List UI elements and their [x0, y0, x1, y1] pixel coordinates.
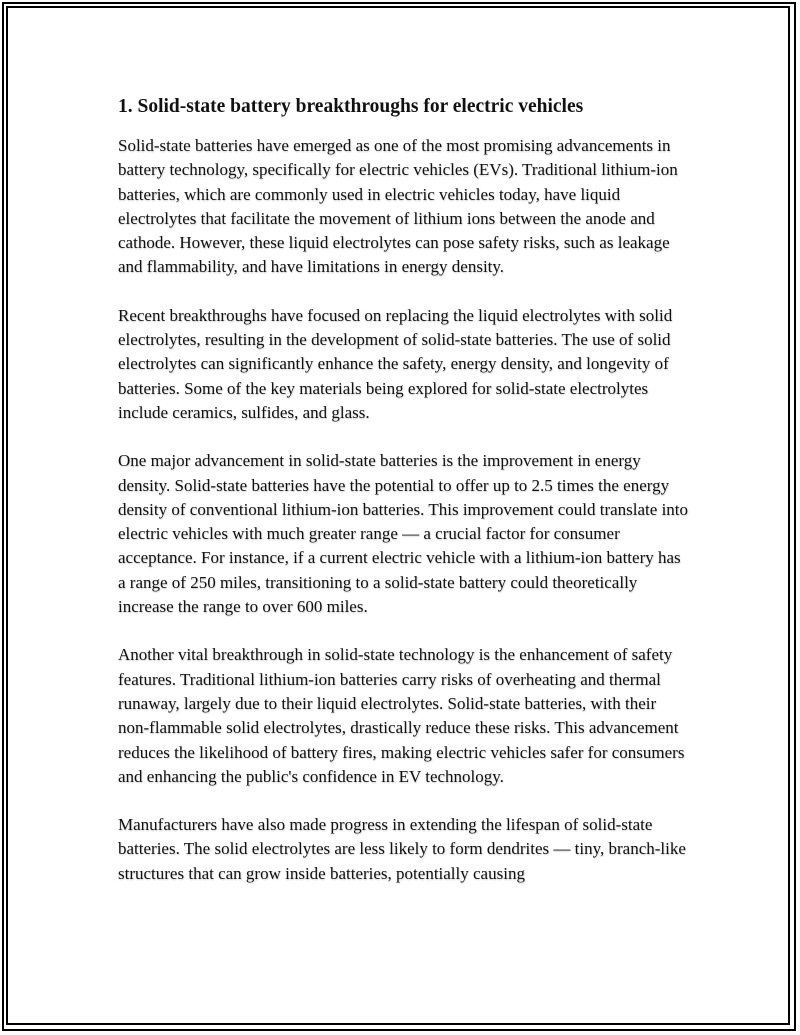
document-body	[118, 94, 688, 910]
paragraph-2: Recent breakthroughs have focused on replacing the liquid electrolytes with solid electrolytes, resulting in the development of solid-state batteries. The use of solid electrolytes can significantly enhance the safety, energy density, and longevity of batteries. Some of the key materials being explored for solid-state electrolytes include ceramics, sulfides, and glass.	[118, 305, 673, 422]
paragraph-3: One major advancement in solid-state batteries is the improvement in energy density. Solid-state batteries have the potential to offer up to 2.5 times the energy density of conventional lithium-ion batteries. This improvement could translate into electric vehicles with much greater range — a crucial factor for consumer acceptance. For instance, if a current electric vehicle with a lithium-ion battery has a range of 250 miles, transitioning to a solid-state battery could theoretically increase the range to over 600 miles.	[118, 451, 689, 617]
paragraph-1: Solid-state batteries have emerged as one of the most promising advancements in battery technology, specifically for electric vehicles (EVs). Traditional lithium-ion batteries, which are commonly used in electric vehicles today, have liquid electrolytes that facilitate the movement of lithium ions between the anode and cathode. However, these liquid electrolytes can pose safety risks, such as leakage and flammability, and have limitations in energy density.	[118, 136, 678, 277]
paragraph-4: Another vital breakthrough in solid-state technology is the enhancement of safety features. Traditional lithium-ion batteries carry risks of overheating and thermal runaway, largely due to their liquid electrolytes. Solid-state batteries, with their non-flammable solid electrolytes, drastically reduce these risks. This advancement reduces the likelihood of battery fires, making electric vehicles safer for consumers and enhancing the public's confidence in EV technology.	[118, 645, 685, 786]
section-title: 1. Solid-state battery breakthroughs for electric vehicles	[118, 96, 584, 117]
paragraph-5: Manufacturers have also made progress in extending the lifespan of solid-state batteries. The solid electrolytes are less likely to form dendrites — tiny, branch-like structures that can grow inside batteries, potentially causing	[118, 815, 686, 883]
